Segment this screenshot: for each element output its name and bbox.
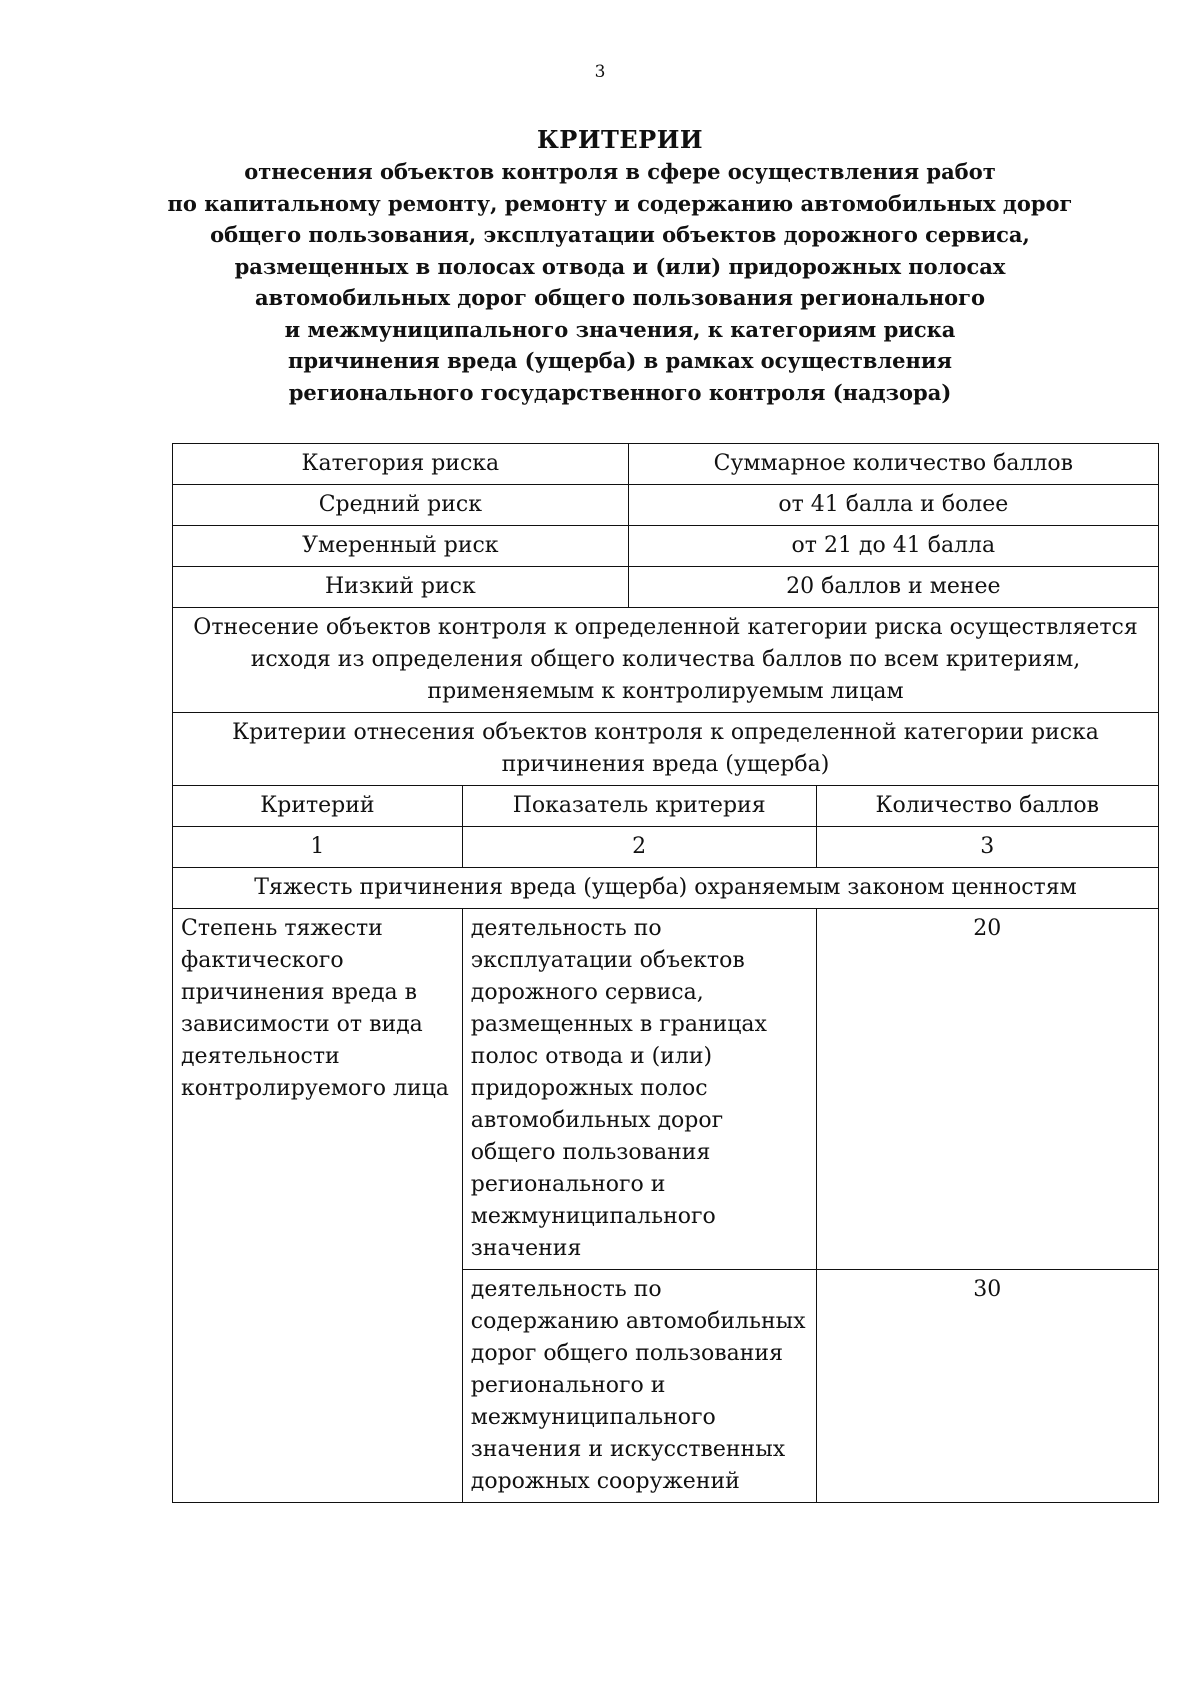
risk-row [173,485,1159,526]
total-points-header: Суммарное количество баллов [628,444,1158,485]
risk-header-row [173,444,1159,485]
risk-points: от 21 до 41 балла [628,526,1158,567]
column-number: 2 [462,827,816,868]
column-header-points: Количество баллов [816,786,1158,827]
criterion-text: Степень тяжести фактического причинения вреда в зависимости от вида деятельности контролируемого лица [173,909,463,1503]
page-number: 3 [594,62,606,82]
section-title: Тяжесть причинения вреда (ущерба) охраняемым законом ценностям [173,868,1159,909]
criteria-caption: Критерии отнесения объектов контроля к определенной категории риска причинения вреда (ущерба) [173,713,1159,786]
title-line: причинения вреда (ущерба) в рамках осуществления [287,348,952,373]
risk-points: от 41 балла и более [628,485,1158,526]
indicator-text: деятельность по эксплуатации объектов дорожного сервиса, размещенных в границах полос отвода и (или) придорожных полос автомобильных дорог общего пользования регионального и межмуниципального значения [462,909,816,1270]
column-number-row [173,827,1159,868]
risk-row [173,526,1159,567]
title-main: КРИТЕРИИ [536,125,704,154]
risk-row [173,567,1159,608]
risk-category: Низкий риск [173,567,629,608]
criteria-table [172,443,1159,1503]
risk-category: Средний риск [173,485,629,526]
criteria-caption-row [173,713,1159,786]
title-line: и межмуниципального значения, к категориям риска [284,316,956,342]
risk-note-row [173,608,1159,713]
indicator-text: деятельность по содержанию автомобильных дорог общего пользования регионального и межмуниципального значения и искусственных дорожных сооружений [462,1270,816,1503]
indicator-points: 30 [816,1270,1158,1503]
document-title [150,124,1090,408]
indicator-row [173,909,1159,1270]
column-header-criterion: Критерий [173,786,463,827]
title-line: размещенных в полосах отвода и (или) придорожных полосах [234,253,1006,279]
risk-category: Умеренный риск [173,526,629,567]
column-header-indicator: Показатель критерия [462,786,816,827]
title-line: по капитальному ремонту, ремонту и содержанию автомобильных дорог [167,190,1073,216]
indicator-points: 20 [816,909,1158,1270]
column-number: 1 [173,827,463,868]
risk-points: 20 баллов и менее [628,567,1158,608]
risk-category-header: Категория риска [173,444,629,485]
title-line: общего пользования, эксплуатации объектов дорожного сервиса, [210,222,1030,247]
column-header-row [173,786,1159,827]
title-line: регионального государственного контроля (надзора) [288,379,952,405]
risk-note: Отнесение объектов контроля к определенной категории риска осуществляется исходя из определения общего количества баллов по всем критериям, применяемым к контролируемым лицам [173,608,1159,713]
section-row [173,868,1159,909]
title-line: автомобильных дорог общего пользования регионального [254,285,986,310]
column-number: 3 [816,827,1158,868]
title-line: отнесения объектов контроля в сфере осуществления работ [244,159,996,184]
